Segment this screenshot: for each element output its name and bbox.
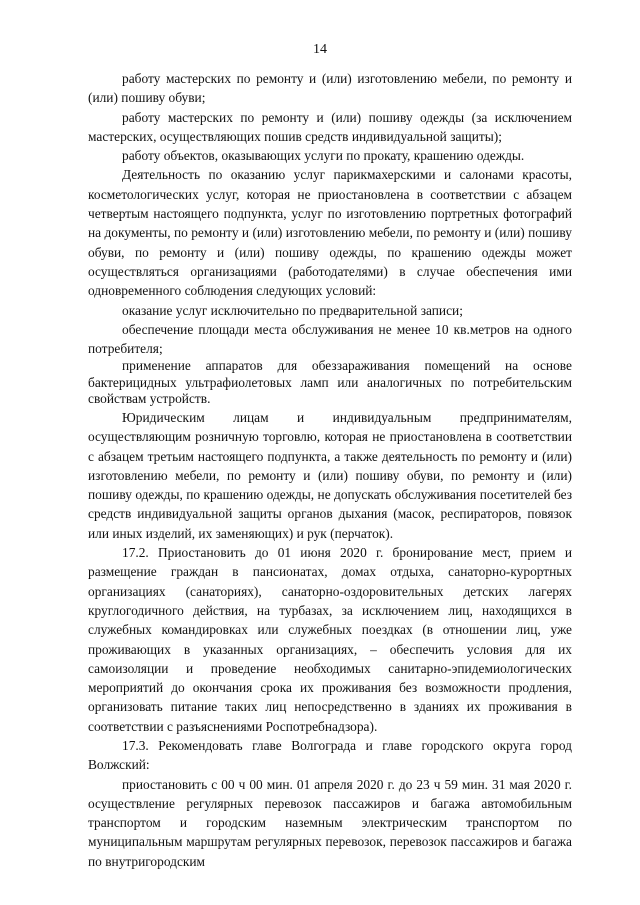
page-number: 14 xyxy=(313,42,327,57)
paragraph: работу мастерских по ремонту и (или) изготовлению мебели, по ремонту и (или) пошиву обуви; xyxy=(88,71,572,106)
paragraph: приостановить с 00 ч 00 мин. 01 апреля 2020 г. до 23 ч 59 мин. 31 мая 2020 г. осуществление регулярных перевозок пассажиров и багажа автомобильным транспортом и городским наземным электрическим транспортом по муниципальным маршрутам регулярных перевозок, перевозок пассажиров и багажа по внутригородским xyxy=(88,776,572,869)
paragraph: Юридическим лицам и индивидуальным предпринимателям, осуществляющим розничную торговлю, которая не приостановлена в соответствии с абзацем третьим настоящего подпункта, а также деятельность по ремонту и (или) изготовлению мебели, по ремонту и (или) пошиву обуви, по ремонту и (или) пошиву одежды, по крашению одежды, не допускать обслуживания посетителей без средств индивидуальной защиты органов дыхания (масок, респираторов, повязок или иных изделий, их заменяющих) и рук (перчаток). xyxy=(88,409,572,541)
paragraph: работу объектов, оказывающих услуги по прокату, крашению одежды. xyxy=(122,148,525,164)
paragraph: обеспечение площади места обслуживания не менее 10 кв.метров на одного потребителя; xyxy=(88,321,572,357)
paragraph: работу мастерских по ремонту и (или) пошиву одежды (за исключением мастерских, осуществляющих пошив средств индивидуальной защиты); xyxy=(88,109,572,144)
paragraph: 17.3. Рекомендовать главе Волгограда и главе городского округа город Волжский: xyxy=(88,738,572,773)
paragraph: 17.2. Приостановить до 01 июня 2020 г. бронирование мест, прием и размещение граждан в пансионатах, домах отдыха, санаторно-курортных организациях (санаториях), санаторно-оздоровительных детских лагерях круглогодичного действия, на турбазах, за исключением лиц, находящихся в служебных командировках или служебных поездках (в отношении лиц, уже проживающих в указанных организациях, – обеспечить условия для их самоизоляции и проведение необходимых санитарно-эпидемиологических мероприятий до окончания срока их проживания без возможности продления, организовать питание таких лиц непосредственно в зданиях их проживания в соответствии с разъяснениями Роспотребнадзора). xyxy=(88,545,572,734)
paragraph: Деятельность по оказанию услуг парикмахерскими и салонами красоты, косметологических услуг, которая не приостановлена в соответствии с абзацем четвертым настоящего подпункта, услуг по изготовлению портретных фотографий на документы, по ремонту и (или) изготовлению мебели, по ремонту и (или) пошиву обуви, по ремонту и (или) пошиву одежды, по крашению одежды может осуществляться организациями (работодателями) в случае обеспечения ими одновременного соблюдения следующих условий: xyxy=(88,167,572,299)
paragraph: применение аппаратов для обеззараживания помещений на основе бактерицидных ультрафиолетовых ламп или аналогичных по потребительским свойствам устройств. xyxy=(88,358,572,407)
document-body xyxy=(88,69,572,871)
paragraph: оказание услуг исключительно по предварительной записи; xyxy=(122,302,463,318)
